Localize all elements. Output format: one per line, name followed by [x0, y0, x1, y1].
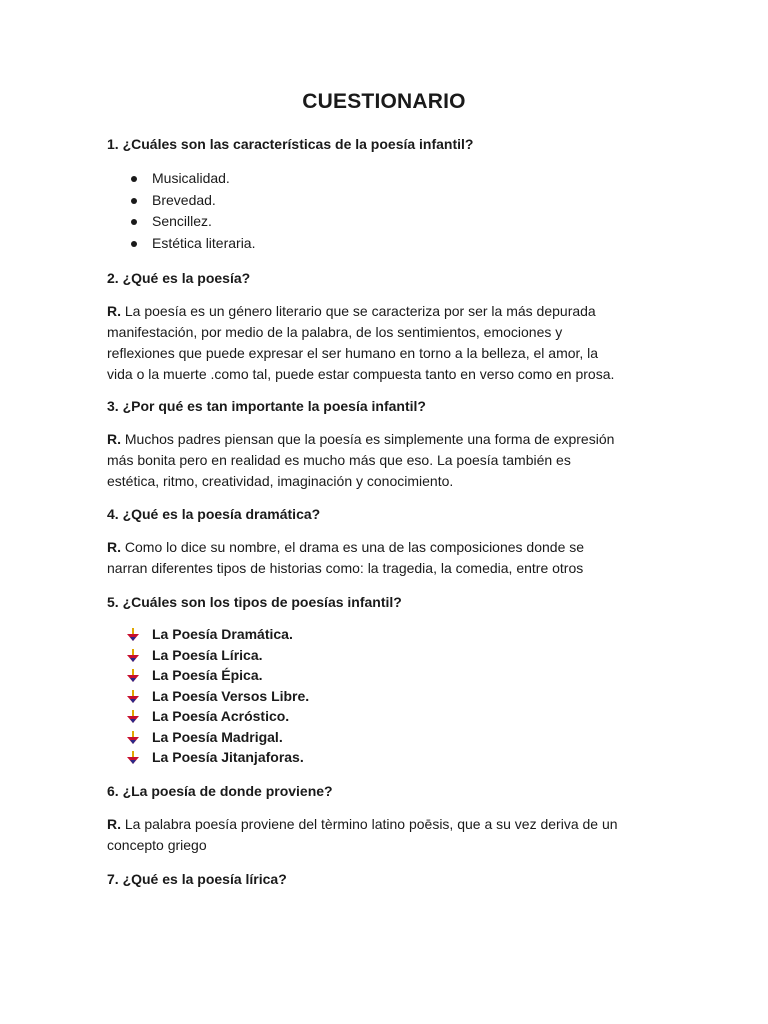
list-item — [107, 665, 309, 686]
answer-4 — [107, 537, 663, 579]
question-5: 5. ¿Cuáles son los tipos de poesías infantil? — [107, 594, 402, 610]
list-item — [107, 645, 309, 666]
answer-prefix: R. — [107, 816, 121, 832]
question-4: 4. ¿Qué es la poesía dramática? — [107, 506, 321, 522]
list-item — [107, 747, 309, 768]
answer-prefix: R. — [107, 431, 121, 447]
bullet-icon — [131, 198, 137, 204]
question-3: 3. ¿Por qué es tan importante la poesía infantil? — [107, 398, 426, 414]
characteristics-list — [107, 168, 255, 254]
bullet-icon — [131, 241, 137, 247]
answer-3 — [107, 429, 663, 492]
arrow-down-icon — [127, 751, 139, 764]
list-item — [107, 686, 309, 707]
list-item-text: Musicalidad. — [152, 170, 230, 186]
list-item — [107, 624, 309, 645]
answer-line: vida o la muerte .como tal, puede estar compuesta tanto en verso como en prosa. — [107, 366, 615, 382]
question-6: 6. ¿La poesía de donde proviene? — [107, 783, 333, 799]
list-item-text: La Poesía Madrigal. — [152, 728, 283, 745]
arrow-down-icon — [127, 731, 139, 744]
answer-line: estética, ritmo, creatividad, imaginación y conocimiento. — [107, 473, 454, 489]
list-item — [107, 190, 255, 212]
answer-2 — [107, 301, 663, 385]
list-item-text: La Poesía Acróstico. — [152, 708, 290, 724]
list-item-text: La Poesía Lírica. — [152, 646, 263, 663]
answer-6 — [107, 814, 663, 856]
poetry-types-list — [107, 624, 309, 768]
arrow-down-icon — [127, 710, 139, 723]
list-item — [107, 211, 255, 233]
answer-line: reflexiones que puede expresar el ser humano en torno a la belleza, el amor, la — [107, 345, 599, 361]
list-item-text: Brevedad. — [152, 191, 216, 208]
answer-line: más bonita pero en realidad es mucho más que eso. La poesía también es — [107, 452, 571, 468]
list-item-text: La Poesía Dramática. — [152, 626, 293, 642]
page-title: CUESTIONARIO — [302, 90, 466, 113]
list-item — [107, 233, 255, 255]
arrow-down-icon — [127, 669, 139, 682]
question-7: 7. ¿Qué es la poesía lírica? — [107, 871, 287, 887]
list-item-text: Sencillez. — [152, 213, 212, 229]
list-item — [107, 706, 309, 727]
list-item-text: La Poesía Épica. — [152, 667, 263, 683]
bullet-icon — [131, 176, 137, 182]
list-item-text: Estética literaria. — [152, 234, 256, 251]
answer-line: concepto griego — [107, 837, 207, 853]
answer-prefix: R. — [107, 539, 121, 555]
answer-line: La poesía es un género literario que se caracteriza por ser la más depurada — [121, 303, 596, 319]
answer-line: Muchos padres piensan que la poesía es simplemente una forma de expresión — [121, 431, 615, 447]
answer-line: manifestación, por medio de la palabra, de los sentimientos, emociones y — [107, 324, 563, 340]
answer-line: Como lo dice su nombre, el drama es una de las composiciones donde se — [121, 539, 585, 555]
answer-line: narran diferentes tipos de historias como: la tragedia, la comedia, entre otros — [107, 560, 584, 576]
list-item-text: La Poesía Versos Libre. — [152, 687, 310, 704]
question-2: 2. ¿Qué es la poesía? — [107, 270, 251, 286]
list-item — [107, 168, 255, 190]
list-item — [107, 727, 309, 748]
answer-prefix: R. — [107, 303, 121, 319]
bullet-icon — [131, 219, 137, 225]
question-1: 1. ¿Cuáles son las características de la poesía infantil? — [107, 136, 474, 152]
list-item-text: La Poesía Jitanjaforas. — [152, 749, 304, 765]
answer-line: La palabra poesía proviene del tèrmino latino poēsis, que a su vez deriva de un — [121, 816, 618, 832]
arrow-down-icon — [127, 690, 139, 703]
arrow-down-icon — [127, 649, 139, 662]
arrow-down-icon — [127, 628, 139, 641]
